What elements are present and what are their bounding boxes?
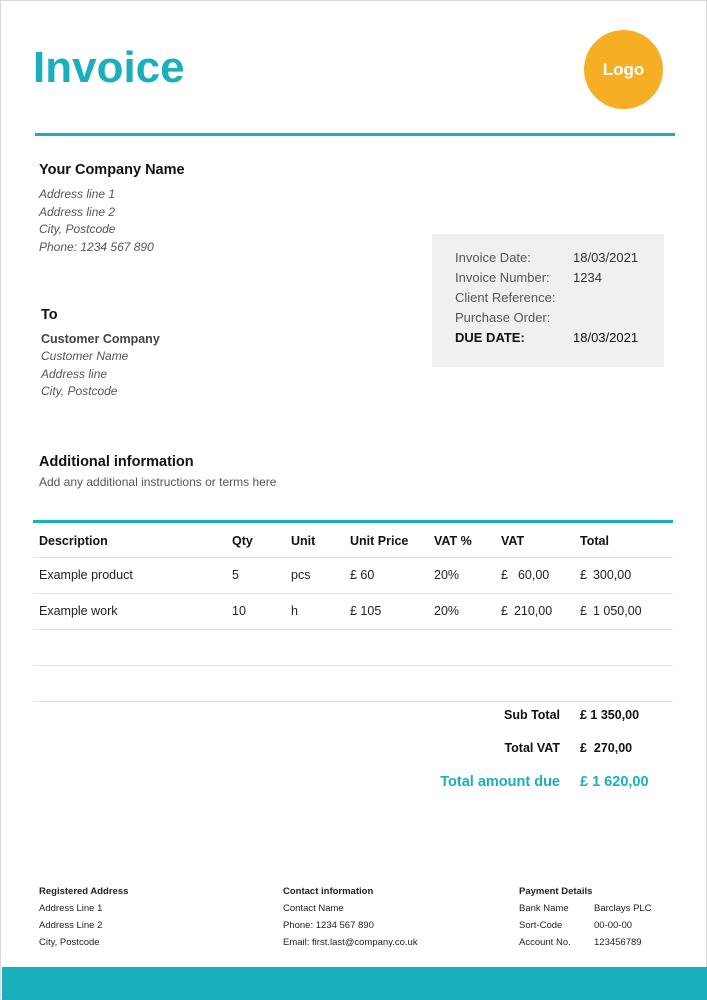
customer-company: Customer Company: [41, 332, 160, 346]
customer-address-line: Customer Name: [41, 349, 129, 363]
row-unit-price: £ 60: [350, 568, 375, 582]
row-total: [580, 558, 631, 593]
total-amount: 1 050,00: [592, 604, 642, 618]
meta-label: Invoice Date:: [455, 250, 531, 265]
currency-symbol: £: [501, 604, 508, 618]
meta-value: 18/03/2021: [573, 330, 639, 345]
footer-registered-address: [39, 885, 128, 953]
company-phone: Phone: 1234 567 890: [39, 239, 154, 254]
company-address: [39, 186, 154, 256]
payment-value: 123456789: [594, 937, 642, 948]
currency-symbol: £: [501, 568, 508, 582]
company-logo: [584, 30, 663, 109]
invoice-meta-box: [432, 234, 664, 367]
subtotal-label: Sub Total: [503, 708, 560, 722]
header-total: Total: [580, 534, 609, 548]
customer-address: [41, 348, 128, 401]
footer-heading: Contact information: [283, 886, 374, 897]
total-due-label: Total amount due: [440, 774, 560, 790]
row-total: [580, 594, 642, 629]
footer-line: Address Line 2: [39, 920, 103, 931]
payment-row: [519, 936, 689, 953]
total-vat-value: £ 270,00: [580, 741, 633, 755]
footer-accent-bar: [2, 967, 707, 1000]
company-address-line: City, Postcode: [39, 222, 116, 236]
additional-info-text: Add any additional instructions or terms here: [39, 475, 277, 489]
vat-amount: 60,00: [517, 568, 550, 582]
vat-amount: 210,00: [513, 604, 553, 618]
footer-heading: Payment Details: [519, 886, 593, 897]
header-description: Description: [39, 534, 108, 548]
row-vat: [501, 594, 552, 629]
payment-key: Account No.: [519, 937, 571, 948]
row-qty: 5: [232, 568, 239, 582]
company-address-line: Address line 1: [39, 187, 116, 201]
payment-row: [519, 919, 689, 936]
footer-line: Contact Name: [283, 903, 344, 914]
footer-heading: Registered Address: [39, 886, 129, 897]
row-vat-percent: 20%: [434, 568, 460, 582]
header-unit-price: Unit Price: [350, 534, 409, 548]
bill-to-heading: To: [41, 307, 58, 323]
header-unit: Unit: [291, 534, 316, 548]
footer-email: Email: first.last@company.co.uk: [283, 937, 418, 948]
header-vat: VAT: [501, 534, 525, 548]
table-header-row: [33, 523, 673, 558]
meta-label: Purchase Order:: [455, 310, 551, 325]
table-row: [33, 594, 673, 630]
row-unit-price: £ 105: [350, 604, 382, 618]
table-row: [33, 558, 673, 594]
footer-line: City, Postcode: [39, 937, 100, 948]
row-vat: [501, 558, 549, 593]
meta-value: 18/03/2021: [573, 250, 639, 265]
header-vat-percent: VAT %: [434, 534, 472, 548]
footer-contact-info: [283, 885, 418, 953]
invoice-title: Invoice: [33, 43, 185, 92]
payment-value: 00-00-00: [594, 920, 633, 931]
row-description: Example product: [39, 568, 133, 582]
company-address-line: Address line 2: [39, 204, 116, 219]
table-row-empty: [33, 666, 673, 702]
meta-label: Client Reference:: [455, 290, 556, 305]
meta-label: DUE DATE:: [455, 330, 525, 345]
total-vat-label: Total VAT: [504, 741, 560, 755]
additional-info-heading: Additional information: [39, 454, 194, 470]
total-due-value: £ 1 620,00: [580, 774, 649, 790]
payment-key: Sort-Code: [519, 920, 563, 931]
meta-label: Invoice Number:: [455, 270, 550, 285]
total-amount: 300,00: [592, 568, 632, 582]
row-unit: pcs: [291, 568, 311, 582]
payment-key: Bank Name: [519, 903, 569, 914]
row-description: Example work: [39, 604, 118, 618]
header-divider: [35, 133, 675, 136]
customer-address-line: City, Postcode: [41, 384, 118, 398]
meta-value: 1234: [573, 270, 602, 285]
row-unit: h: [291, 604, 298, 618]
currency-symbol: £: [580, 568, 587, 582]
footer-payment-details: [519, 885, 689, 953]
table-row-empty: [33, 630, 673, 666]
customer-address-line: Address line: [41, 366, 108, 381]
payment-value: Barclays PLC: [594, 903, 652, 914]
company-name: Your Company Name: [39, 162, 185, 178]
payment-row: [519, 902, 689, 919]
currency-symbol: £: [580, 604, 587, 618]
footer-line: Phone: 1234 567 890: [283, 920, 374, 931]
line-items-table: [33, 523, 673, 702]
row-qty: 10: [232, 604, 246, 618]
footer-line: Address Line 1: [39, 903, 103, 914]
logo-text: Logo: [602, 59, 645, 79]
subtotal-value: £ 1 350,00: [580, 708, 640, 722]
header-qty: Qty: [232, 534, 253, 548]
row-vat-percent: 20%: [434, 604, 460, 618]
